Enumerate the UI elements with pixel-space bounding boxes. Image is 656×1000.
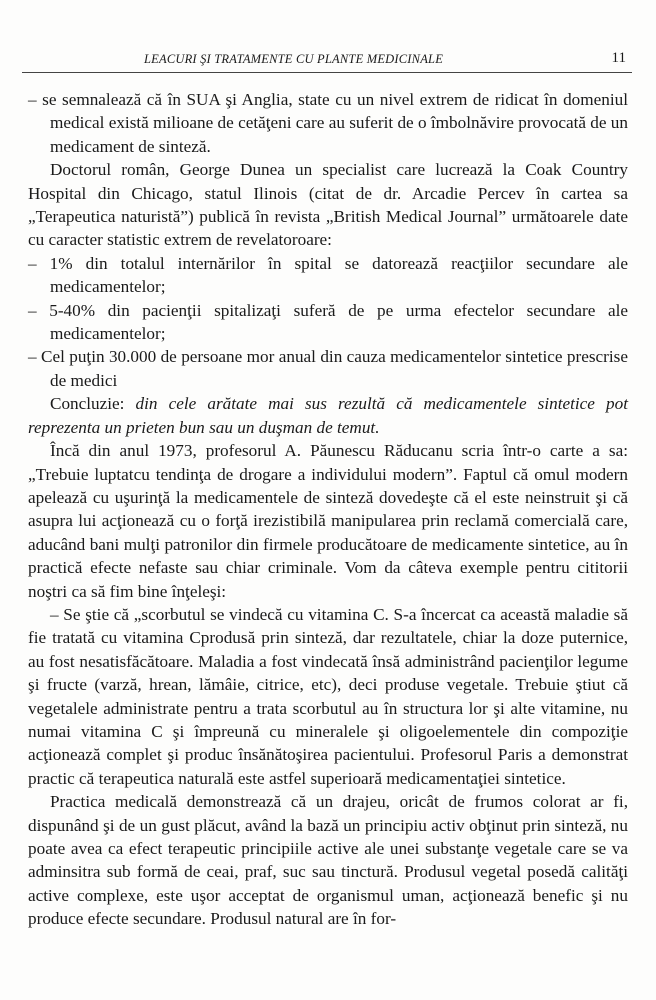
conclusion-label: Concluzie:: [50, 394, 125, 414]
paragraph-conclusion: [28, 392, 628, 439]
header-rule: [22, 72, 632, 73]
body-text: [28, 88, 628, 931]
list-item-deaths: – Cel puţin 30.000 de persoane mor anual din cauza medicamentelor sintetice prescrise de medici: [28, 347, 628, 390]
paragraph-paunescu: Încă din anul 1973, profesorul A. Păunescu Răducanu scria într-o carte a sa: „Trebuie luptatcu tendinţa de drogare a individului modern”. Faptul că omul modern apelează cu uşurinţă la medicamentele de sinteză dovedeşte că el este neinstruit şi că asupra lui acţionează cu o forţă irezistibilă manipularea prin reclamă comercială care, aducând bani mulţi patronilor din firmele producătoare de medicamente sintetice, au în practică efecte nefaste sau chiar criminale. Vom da câteva exemple pentru cititorii noştri ca să fim bine înţeleşi:: [28, 441, 628, 601]
page-header: [20, 50, 632, 70]
list-item-hospitalizations: – 1% din totalul internărilor în spital se datorează reacţiilor secundare ale medicamentelor;: [28, 253, 628, 297]
paragraph-medical-practice: Practica medicală demonstrează că un drajeu, oricât de frumos colorat ar fi, dispunând şi de un gust plăcut, având la bază un principiu activ obţinut prin sinteză, nu poate avea ca efect terapeutic principiile active ale unei substanţe vegetale care se va adminsitra sub formă de ceai, praf, suc sau tinctură. Produsul vegetal posedă calităţi active complexe, este uşor acceptat de organismul uman, acţionează benefic şi nu produce efecte secundare. Produsul natural are în for-: [28, 792, 628, 929]
paragraph-scurvy: – Se ştie că „scorbutul se vindecă cu vitamina C. S-a încercat ca această maladie să fie tratată cu vitamina Cprodusă prin sinteză, dar rezultatele, chiar la doze puternice, au fost nesatisfăcătoare. Maladia a fost vindecată însă administrând pacienţilor legume şi fructe (varză, hrean, lămâie, citrice, etc), deci produse vegetale. Trebuie ştiut că vegetalele administrate pentru a trata scorbutul au în structura lor şi alte vitamine, nu numai vitamina C şi împreună cu mineralele şi oligoelementele din compoziţie acţionează complet şi produc însănătoşirea pacientului. Profesorul Paris a demonstrat practic că terapeutica naturală este astfel superioară medicamentaţiei sintetice.: [28, 604, 628, 788]
conclusion-text: din cele arătate mai sus rezultă că medicamentele sintetice pot reprezenta un prieten bun sau un duşman de temut.: [28, 394, 628, 437]
paragraph-dunea: Doctorul român, George Dunea un specialist care lucrează la Coak Country Hospital din Chicago, statul Ilinois (citat de dr. Arcadie Percev în cartea sa „Terapeutica naturistă”) publică în revista „British Medical Journal” următoarele date cu caracter statistic extrem de revelatoroare:: [28, 160, 628, 250]
running-title: LEACURI ŞI TRATAMENTE CU PLANTE MEDICINALE: [144, 52, 444, 66]
paragraph-us-uk: – se semnalează că în SUA şi Anglia, state cu un nivel extrem de ridicat în domeniul medical există milioane de cetăţeni care au suferit de o îmbolnăvire provocată de un medicament de sinteză.: [28, 90, 628, 156]
list-item-side-effects: – 5-40% din pacienţii spitalizaţi suferă de pe urma efectelor secundare ale medicamentelor;: [28, 300, 628, 344]
page-number: 11: [611, 50, 626, 66]
